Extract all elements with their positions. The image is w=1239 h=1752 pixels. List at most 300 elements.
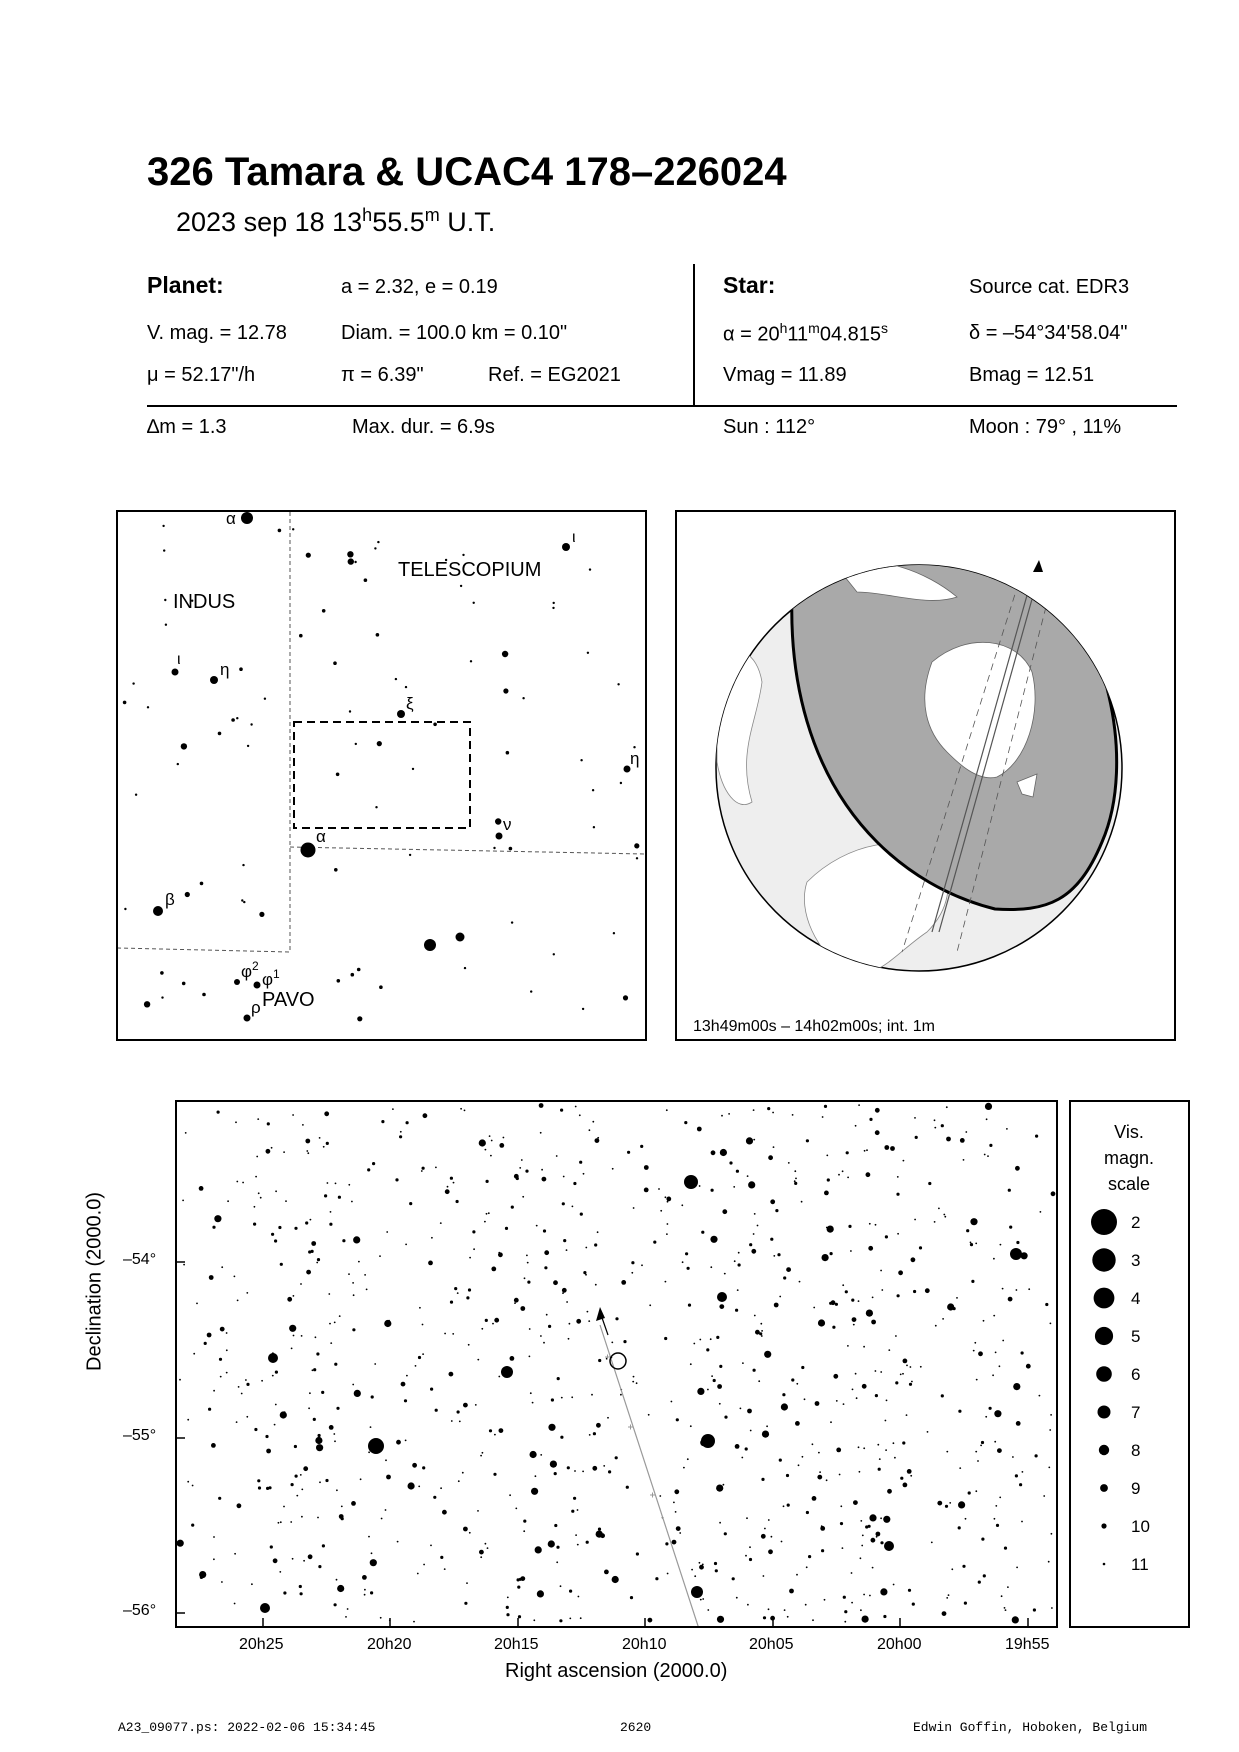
detail-star bbox=[1004, 1607, 1006, 1609]
finder-star bbox=[163, 549, 165, 551]
detail-star bbox=[494, 1318, 499, 1323]
detail-star bbox=[710, 1236, 717, 1243]
detail-star bbox=[213, 1390, 215, 1392]
detail-star bbox=[598, 1359, 601, 1362]
finder-star bbox=[124, 908, 126, 910]
detail-star-bright-1 bbox=[368, 1438, 384, 1454]
detail-star bbox=[851, 1572, 853, 1574]
finder-star bbox=[161, 996, 163, 998]
detail-star bbox=[583, 1173, 585, 1175]
detail-star bbox=[818, 1319, 825, 1326]
detail-star bbox=[380, 1617, 382, 1619]
detail-star bbox=[469, 1532, 471, 1534]
detail-star bbox=[292, 1558, 294, 1560]
detail-star bbox=[316, 1352, 319, 1355]
detail-star bbox=[935, 1325, 937, 1327]
detail-star bbox=[603, 1465, 605, 1467]
finder-star bbox=[374, 547, 376, 549]
detail-star bbox=[831, 1300, 836, 1305]
detail-star bbox=[337, 1585, 344, 1592]
detail-star bbox=[644, 1188, 649, 1193]
magnitude-scale bbox=[1069, 1100, 1190, 1628]
detail-star bbox=[509, 1494, 511, 1496]
detail-star bbox=[450, 1301, 453, 1304]
finder-star bbox=[123, 701, 127, 705]
finder-star bbox=[460, 585, 462, 587]
detail-star bbox=[556, 1155, 558, 1157]
detail-star bbox=[1004, 1547, 1007, 1550]
detail-star bbox=[261, 1380, 263, 1382]
x-tick-4: 20h10 bbox=[622, 1636, 667, 1653]
event-date: 2023 sep 18 13 bbox=[176, 207, 363, 237]
detail-star bbox=[193, 1353, 195, 1355]
detail-star bbox=[827, 1226, 834, 1233]
magnitude-scale-canvas bbox=[1071, 1102, 1188, 1626]
detail-star bbox=[595, 1138, 600, 1143]
detail-star bbox=[523, 1520, 526, 1523]
detail-star bbox=[736, 1597, 738, 1599]
detail-star bbox=[983, 1320, 985, 1322]
detail-star bbox=[866, 1172, 871, 1177]
detail-star bbox=[981, 1538, 984, 1541]
detail-star bbox=[360, 1478, 362, 1480]
detail-star bbox=[517, 1586, 520, 1589]
detail-star bbox=[757, 1225, 759, 1227]
detail-star bbox=[1002, 1340, 1004, 1342]
detail-star bbox=[842, 1547, 844, 1549]
finder-star bbox=[412, 768, 414, 770]
detail-star bbox=[851, 1602, 853, 1604]
detail-star bbox=[925, 1288, 930, 1293]
detail-star bbox=[485, 1149, 487, 1151]
detail-star bbox=[993, 1258, 995, 1260]
planet-parallax: π = 6.39" bbox=[341, 364, 424, 386]
detail-star bbox=[576, 1319, 581, 1324]
detail-star bbox=[781, 1403, 788, 1410]
detail-star bbox=[682, 1261, 684, 1263]
detail-star bbox=[568, 1338, 570, 1340]
footer-file: A23_09077.ps: 2022-02-06 15:34:45 bbox=[118, 1720, 376, 1735]
detail-star bbox=[246, 1292, 248, 1294]
detail-star bbox=[735, 1309, 738, 1312]
detail-star bbox=[234, 1553, 236, 1555]
star-vmag: Vmag = 11.89 bbox=[723, 364, 847, 386]
detail-star bbox=[608, 1470, 611, 1473]
detail-star bbox=[768, 1608, 770, 1610]
detail-star bbox=[779, 1459, 782, 1462]
finder-star bbox=[259, 912, 264, 917]
detail-star bbox=[965, 1131, 967, 1133]
label-beta-pavo: β bbox=[165, 890, 175, 909]
detail-star bbox=[760, 1323, 762, 1325]
detail-star bbox=[974, 1342, 976, 1344]
footer-page: 2620 bbox=[620, 1720, 652, 1735]
ra-s-unit: s bbox=[881, 320, 889, 336]
detail-star bbox=[352, 1384, 354, 1386]
finder-star bbox=[164, 599, 166, 601]
detail-star bbox=[319, 1481, 321, 1483]
detail-star bbox=[788, 1162, 790, 1164]
detail-star bbox=[688, 1304, 691, 1307]
detail-star bbox=[907, 1469, 912, 1474]
detail-star bbox=[449, 1372, 454, 1377]
detail-star bbox=[1051, 1607, 1053, 1609]
detail-star bbox=[283, 1591, 286, 1594]
detail-star bbox=[567, 1466, 570, 1469]
finder-star bbox=[349, 710, 351, 712]
detail-star bbox=[690, 1363, 692, 1365]
detail-star bbox=[598, 1528, 601, 1531]
detail-star bbox=[475, 1404, 477, 1406]
detail-star bbox=[537, 1590, 544, 1597]
detail-star bbox=[257, 1479, 260, 1482]
detail-star bbox=[392, 1108, 394, 1110]
detail-star bbox=[543, 1342, 545, 1344]
detail-star bbox=[897, 1233, 899, 1235]
detail-star bbox=[329, 1223, 332, 1226]
hour-unit: h bbox=[362, 205, 373, 225]
detail-star bbox=[711, 1375, 713, 1377]
y-axis-label: Declination (2000.0) bbox=[83, 1192, 106, 1371]
finder-star bbox=[202, 993, 206, 997]
detail-star bbox=[710, 1338, 712, 1340]
detail-star bbox=[533, 1619, 535, 1621]
detail-star bbox=[770, 1238, 773, 1241]
detail-star bbox=[903, 1160, 905, 1162]
detail-star bbox=[594, 1243, 597, 1246]
detail-star bbox=[283, 1151, 285, 1153]
detail-star bbox=[942, 1611, 947, 1616]
detail-star bbox=[673, 1502, 675, 1504]
detail-star bbox=[984, 1154, 986, 1156]
detail-star bbox=[861, 1545, 863, 1547]
detail-star bbox=[648, 1414, 650, 1416]
detail-star bbox=[368, 1451, 370, 1453]
detail-star bbox=[871, 1320, 876, 1325]
detail-star bbox=[334, 1440, 336, 1442]
detail-star bbox=[1006, 1128, 1008, 1130]
detail-star bbox=[209, 1275, 214, 1280]
detail-star bbox=[220, 1327, 225, 1332]
detail-star bbox=[268, 1486, 271, 1489]
detail-star bbox=[440, 1556, 443, 1559]
detail-star bbox=[822, 1254, 829, 1261]
detail-star bbox=[553, 1280, 558, 1285]
detail-star bbox=[417, 1573, 419, 1575]
detail-star bbox=[292, 1114, 294, 1116]
detail-star bbox=[218, 1497, 221, 1500]
detail-star bbox=[761, 1330, 763, 1332]
detail-star bbox=[768, 1155, 773, 1160]
detail-star bbox=[430, 1388, 433, 1391]
detail-star bbox=[804, 1398, 806, 1400]
detail-star bbox=[563, 1239, 566, 1242]
detail-star bbox=[862, 1616, 869, 1623]
detail-star bbox=[853, 1324, 855, 1326]
star-declination: δ = –54°34'58.04" bbox=[969, 322, 1128, 344]
detail-star bbox=[266, 1149, 271, 1154]
detail-star bbox=[934, 1119, 936, 1121]
detail-star bbox=[615, 1456, 618, 1459]
detail-star bbox=[535, 1475, 537, 1477]
x-tick-2: 20h20 bbox=[367, 1636, 412, 1653]
detail-star bbox=[883, 1516, 890, 1523]
detail-star bbox=[770, 1199, 775, 1204]
detail-star bbox=[466, 1296, 469, 1299]
detail-star bbox=[852, 1317, 857, 1322]
detail-star bbox=[665, 1196, 667, 1198]
detail-star bbox=[245, 1379, 247, 1381]
detail-star bbox=[575, 1534, 577, 1536]
scale-dot-mag-7 bbox=[1098, 1406, 1111, 1419]
time-system: U.T. bbox=[439, 207, 496, 237]
detail-star bbox=[782, 1393, 785, 1396]
finder-star bbox=[278, 529, 282, 533]
detail-star bbox=[351, 1501, 356, 1506]
detail-star bbox=[270, 1545, 273, 1548]
detail-star bbox=[308, 1554, 313, 1559]
detail-star bbox=[556, 1546, 559, 1549]
detail-star bbox=[847, 1345, 849, 1347]
detail-star bbox=[764, 1351, 771, 1358]
detail-star bbox=[826, 1155, 828, 1157]
detail-star bbox=[839, 1474, 841, 1476]
detail-star bbox=[630, 1596, 633, 1599]
detail-star bbox=[875, 1224, 877, 1226]
detail-star bbox=[869, 1223, 871, 1225]
detail-star bbox=[753, 1109, 755, 1111]
detail-star bbox=[540, 1454, 542, 1456]
detail-star bbox=[732, 1577, 735, 1580]
detail-star bbox=[405, 1440, 407, 1442]
finder-star bbox=[322, 609, 326, 613]
detail-star bbox=[884, 1145, 889, 1150]
detail-star bbox=[503, 1137, 505, 1139]
detail-star bbox=[412, 1463, 417, 1468]
detail-star bbox=[975, 1490, 977, 1492]
detail-star bbox=[699, 1339, 701, 1341]
detail-star bbox=[510, 1356, 515, 1361]
detail-star bbox=[944, 1216, 946, 1218]
finder-star bbox=[250, 723, 252, 725]
detail-star bbox=[684, 1121, 687, 1124]
detail-star bbox=[419, 1307, 421, 1309]
detail-star bbox=[592, 1466, 597, 1471]
boundary-telescopium bbox=[290, 847, 645, 854]
detail-star bbox=[347, 1608, 349, 1610]
detail-star bbox=[540, 1335, 542, 1337]
detail-star bbox=[422, 1324, 424, 1326]
detail-star bbox=[855, 1373, 857, 1375]
label-nu-telescopium: ν bbox=[503, 815, 512, 834]
detail-star bbox=[457, 1292, 459, 1294]
detail-star bbox=[518, 1615, 521, 1618]
scale-dot-mag-11 bbox=[1103, 1563, 1106, 1566]
detail-star bbox=[515, 1508, 517, 1510]
detail-star bbox=[827, 1178, 830, 1181]
detail-star bbox=[876, 1536, 878, 1538]
star-alpha-telescopium bbox=[301, 843, 316, 858]
detail-star bbox=[843, 1403, 845, 1405]
detail-star bbox=[937, 1501, 942, 1506]
detail-star bbox=[851, 1299, 854, 1302]
detail-star bbox=[362, 1575, 367, 1580]
detail-star bbox=[458, 1480, 460, 1482]
detail-star bbox=[976, 1379, 978, 1381]
detail-star bbox=[868, 1246, 873, 1251]
scale-dot-mag-3 bbox=[1092, 1248, 1115, 1271]
detail-star bbox=[676, 1418, 679, 1421]
detail-star bbox=[271, 1147, 273, 1149]
detail-star bbox=[826, 1479, 828, 1481]
detail-star bbox=[368, 1536, 370, 1538]
x-tick-5: 20h05 bbox=[749, 1636, 794, 1653]
detail-star-bright-2 bbox=[701, 1434, 715, 1448]
detail-star bbox=[848, 1225, 851, 1228]
detail-star bbox=[767, 1107, 770, 1110]
detail-star bbox=[582, 1471, 584, 1473]
detail-star bbox=[212, 1226, 215, 1229]
detail-star bbox=[330, 1211, 332, 1213]
detail-star bbox=[900, 1374, 902, 1376]
detail-star bbox=[801, 1366, 804, 1369]
finder-star bbox=[620, 782, 622, 784]
detail-star bbox=[300, 1474, 302, 1476]
detail-star bbox=[830, 1421, 832, 1423]
finder-star bbox=[502, 651, 508, 657]
finder-star bbox=[464, 967, 466, 969]
detail-star bbox=[254, 1206, 256, 1208]
detail-star bbox=[805, 1604, 807, 1606]
detail-star bbox=[207, 1333, 212, 1338]
detail-star bbox=[257, 1118, 259, 1120]
detail-star bbox=[236, 1181, 238, 1183]
detail-star bbox=[627, 1151, 630, 1154]
detail-star bbox=[860, 1557, 862, 1559]
detail-star bbox=[294, 1445, 297, 1448]
finder-star bbox=[348, 558, 354, 564]
detail-star bbox=[482, 1452, 484, 1454]
detail-star bbox=[336, 1489, 338, 1491]
detail-star-bright-4 bbox=[1010, 1248, 1022, 1260]
detail-star bbox=[254, 1428, 257, 1431]
detail-star bbox=[787, 1616, 789, 1618]
detail-star bbox=[557, 1377, 560, 1380]
detail-star bbox=[795, 1421, 800, 1426]
detail-star bbox=[783, 1505, 785, 1507]
detail-star bbox=[348, 1273, 350, 1275]
detail-star bbox=[308, 1407, 310, 1409]
detail-star bbox=[333, 1433, 335, 1435]
detail-star bbox=[1035, 1135, 1038, 1138]
detail-star bbox=[506, 1606, 509, 1609]
scale-dot-mag-6 bbox=[1096, 1366, 1112, 1382]
finder-star bbox=[617, 683, 619, 685]
detail-star bbox=[674, 1489, 679, 1494]
detail-star bbox=[720, 1149, 727, 1156]
detail-star bbox=[890, 1146, 895, 1151]
detail-star bbox=[554, 1472, 557, 1475]
detail-star bbox=[532, 1402, 534, 1404]
detail-star bbox=[1040, 1211, 1042, 1213]
detail-star bbox=[715, 1569, 718, 1572]
detail-star bbox=[488, 1212, 490, 1214]
detail-star bbox=[978, 1351, 983, 1356]
detail-star bbox=[566, 1301, 568, 1303]
detail-star bbox=[586, 1541, 589, 1544]
detail-star bbox=[406, 1375, 408, 1377]
detail-star bbox=[301, 1335, 303, 1337]
detail-star bbox=[267, 1122, 270, 1125]
label-iota-indus: ι bbox=[177, 651, 181, 668]
detail-star bbox=[719, 1365, 722, 1368]
detail-star bbox=[386, 1231, 388, 1233]
detail-star bbox=[946, 1451, 948, 1453]
finder-star bbox=[165, 624, 167, 626]
detail-star bbox=[666, 1109, 668, 1111]
detail-star bbox=[291, 1483, 294, 1486]
detail-star bbox=[640, 1145, 643, 1148]
planet-heading: Planet: bbox=[147, 272, 224, 298]
detail-star bbox=[364, 1594, 366, 1596]
detail-field-box bbox=[294, 722, 470, 828]
detail-star bbox=[749, 1558, 752, 1561]
detail-star bbox=[548, 1325, 551, 1328]
detail-star bbox=[550, 1461, 557, 1468]
detail-star bbox=[306, 1150, 308, 1152]
detail-star bbox=[258, 1486, 261, 1489]
detail-star bbox=[213, 1536, 215, 1538]
star-right-ascension bbox=[723, 320, 888, 347]
detail-star bbox=[560, 1585, 562, 1587]
detail-star bbox=[514, 1174, 519, 1179]
detail-star bbox=[415, 1365, 417, 1367]
detail-star bbox=[463, 1527, 468, 1532]
x-tick-3: 20h15 bbox=[494, 1636, 539, 1653]
finder-star bbox=[462, 554, 464, 556]
detail-star bbox=[530, 1392, 532, 1394]
detail-star bbox=[796, 1383, 798, 1385]
scale-dot-mag-9 bbox=[1100, 1484, 1108, 1492]
detail-star bbox=[335, 1183, 337, 1185]
detail-star bbox=[325, 1479, 328, 1482]
detail-star bbox=[352, 1328, 355, 1331]
detail-star bbox=[958, 1501, 965, 1508]
detail-star bbox=[975, 1243, 977, 1245]
detail-star bbox=[440, 1222, 442, 1224]
detail-star bbox=[1008, 1297, 1013, 1302]
detail-star bbox=[330, 1342, 332, 1344]
detail-star bbox=[577, 1544, 579, 1546]
detail-star bbox=[566, 1249, 568, 1251]
detail-star bbox=[875, 1108, 880, 1113]
scale-label-mag-11: 11 bbox=[1131, 1555, 1149, 1574]
detail-star bbox=[303, 1466, 308, 1471]
detail-star bbox=[745, 1555, 747, 1557]
detail-star bbox=[970, 1242, 972, 1244]
finder-star bbox=[144, 1001, 150, 1007]
detail-star bbox=[987, 1155, 989, 1157]
ra-h-unit: h bbox=[779, 320, 788, 336]
detail-star bbox=[490, 1155, 492, 1157]
star-finder-medium bbox=[456, 933, 465, 942]
detail-star bbox=[675, 1511, 677, 1513]
detail-star bbox=[996, 1524, 999, 1527]
detail-star bbox=[931, 1542, 933, 1544]
detail-star bbox=[334, 1322, 336, 1324]
detail-star bbox=[592, 1121, 594, 1123]
detail-star bbox=[844, 1610, 847, 1613]
